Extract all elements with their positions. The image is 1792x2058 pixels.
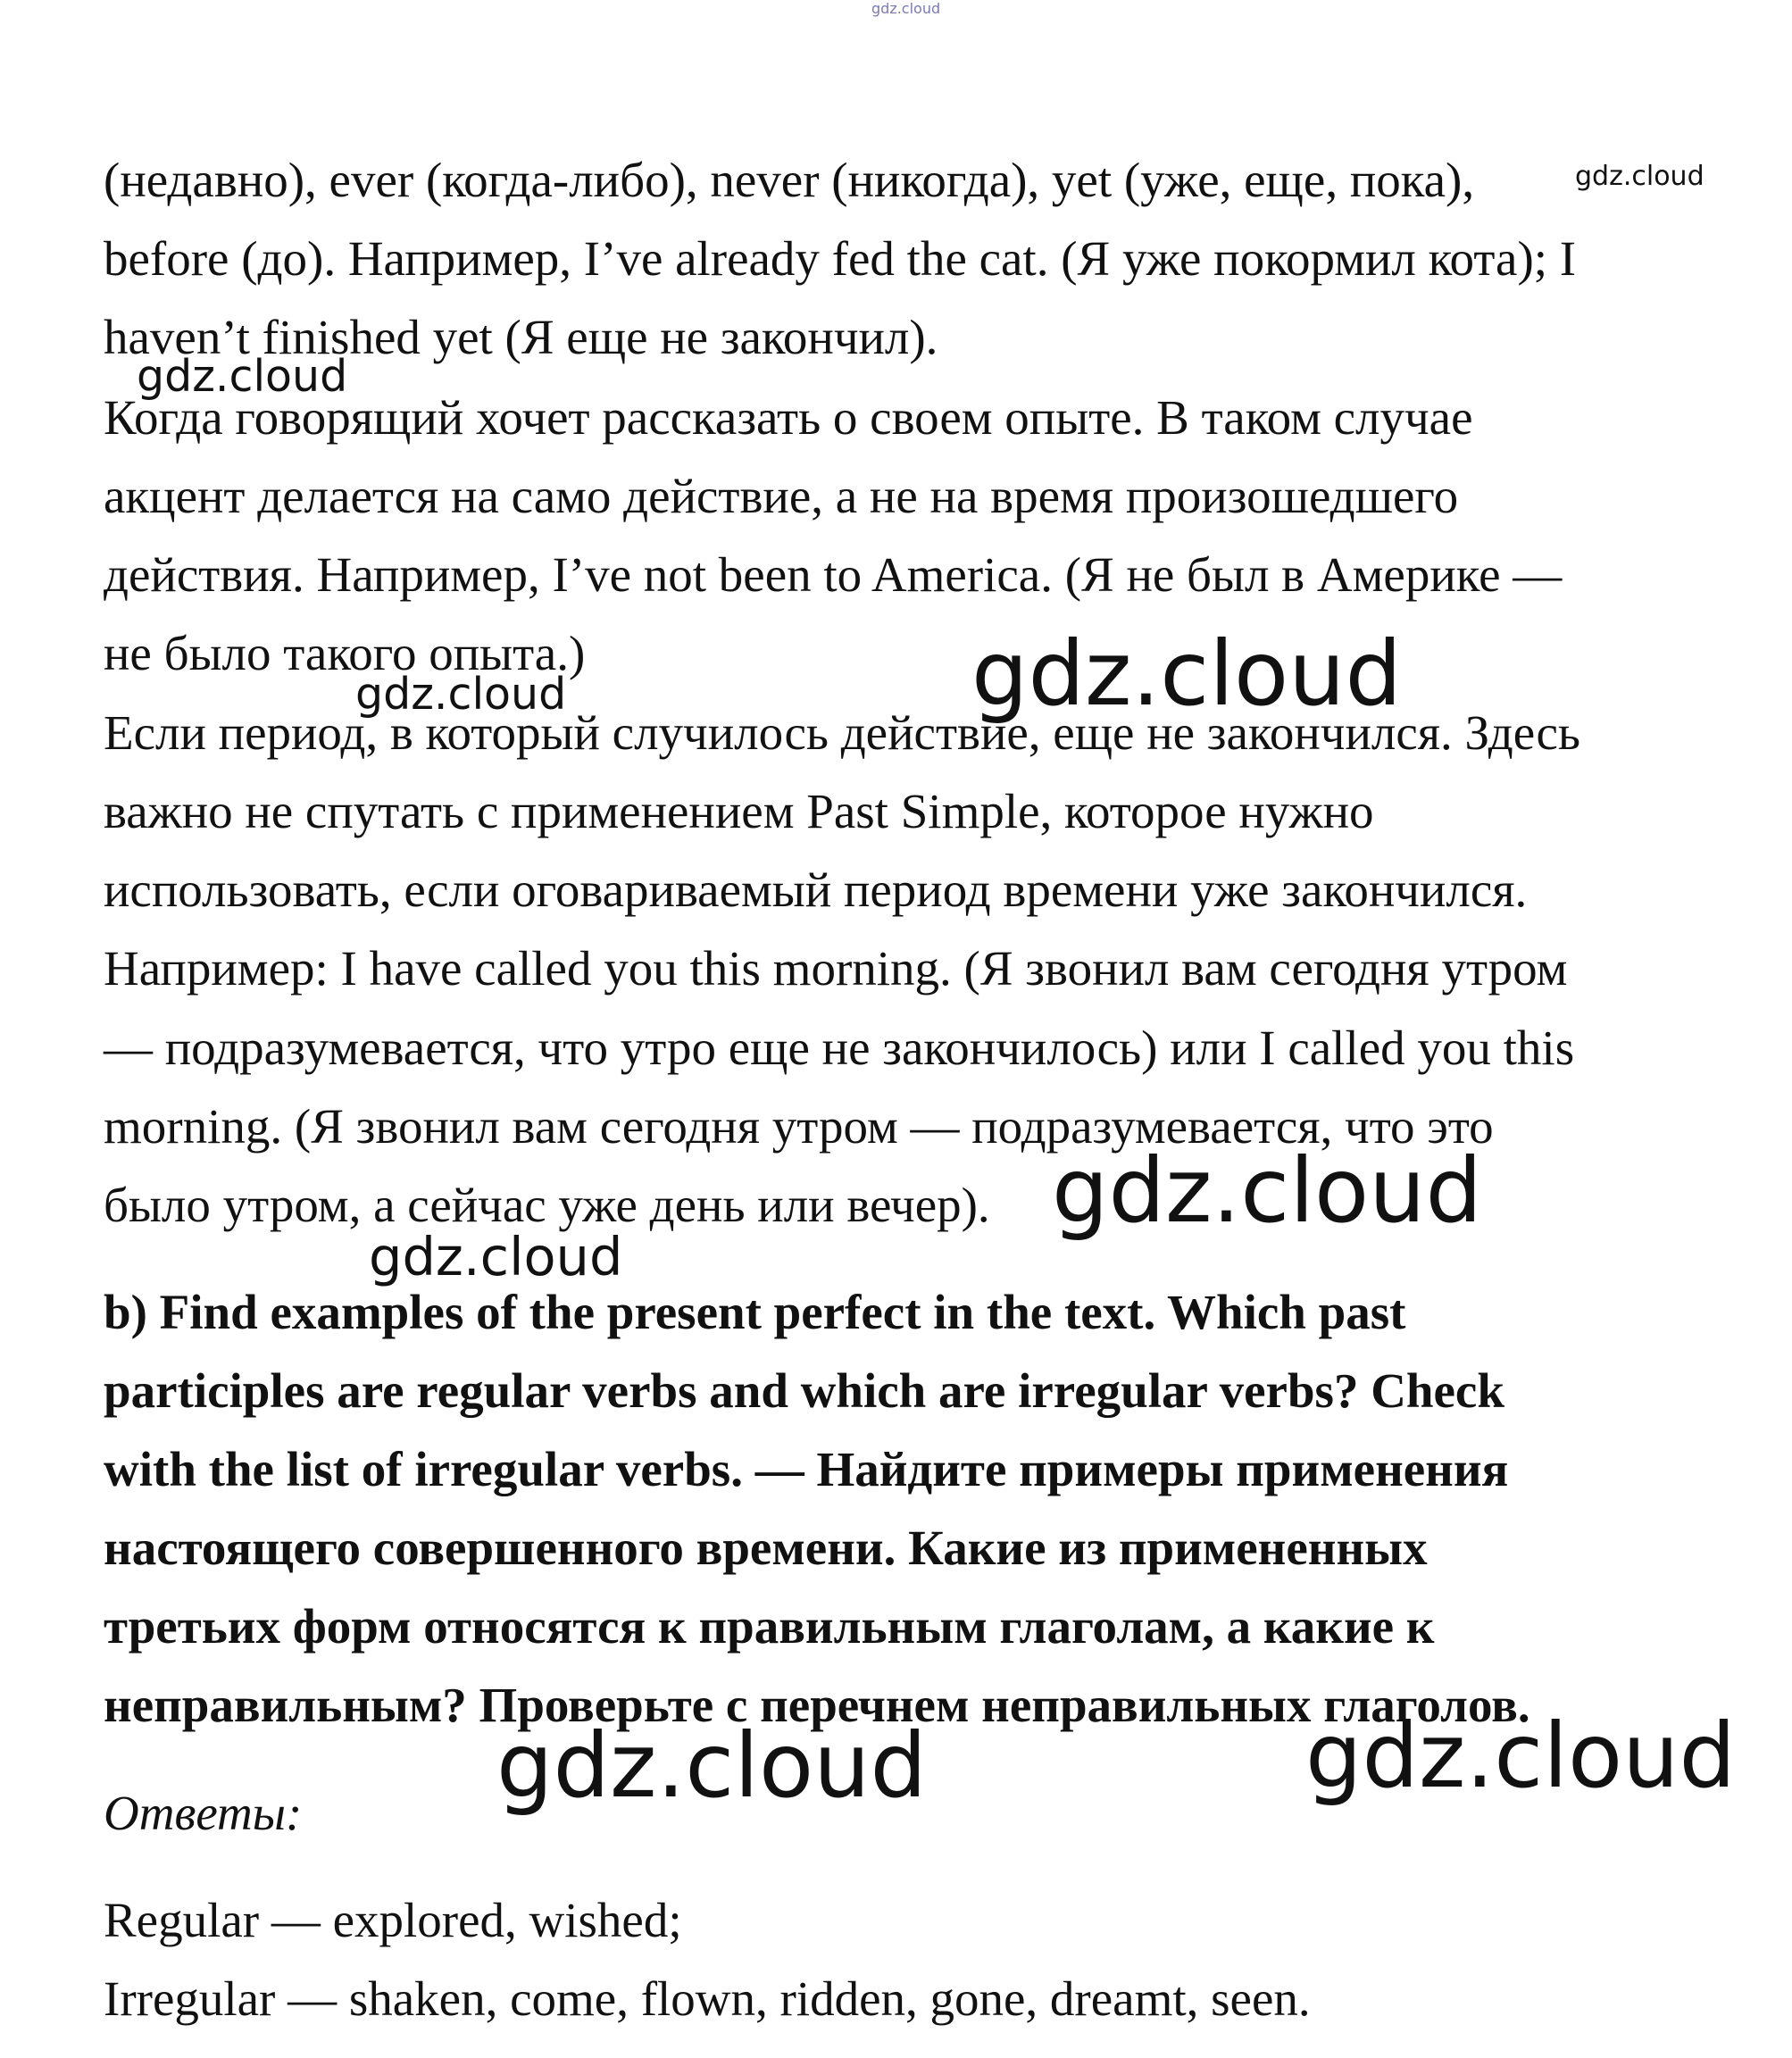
watermark-large-4: gdz.cloud: [1305, 1704, 1737, 1808]
watermark-medium-1: gdz.cloud: [137, 351, 348, 402]
paragraph-2-line-1: Когда говорящий хочет рассказать о своем опыте. В таком случае: [104, 390, 1473, 445]
task-b-line-1: b) Find examples of the present perfect in the text. Which past: [104, 1285, 1406, 1339]
watermark-medium-2: gdz.cloud: [355, 669, 567, 720]
answer-irregular: Irregular — shaken, come, flown, ridden, gone, dreamt, seen.: [104, 1971, 1311, 2026]
paragraph-1-line-3: haven’t finished yet (Я еще не закончил).: [104, 310, 938, 364]
task-b-line-6: неправильным? Проверьте с перечнем неправильных глаголов.: [104, 1678, 1530, 1732]
paragraph-3-line-6: morning. (Я звонил вам сегодня утром — подразумевается, что это: [104, 1099, 1494, 1154]
answer-regular: Regular — explored, wished;: [104, 1893, 682, 1947]
paragraph-1-line-2: before (до). Например, I’ve already fed the cat. (Я уже покормил кота); I: [104, 231, 1577, 286]
paragraph-2-line-2: акцент делается на само действие, а не на время произошедшего: [104, 469, 1459, 523]
task-b-line-3: with the list of irregular verbs. — Найдите примеры применения: [104, 1442, 1509, 1496]
task-b-line-5: третьих форм относятся к правильным глаголам, а какие к: [104, 1599, 1435, 1654]
paragraph-2-line-3: действия. Например, I’ve not been to America. (Я не был в Америке —: [104, 547, 1563, 602]
paragraph-1-line-1: (недавно), ever (когда-либо), never (никогда), yet (уже, еще, пока),: [104, 153, 1475, 207]
task-b-line-2: participles are regular verbs and which are irregular verbs? Check: [104, 1363, 1504, 1418]
paragraph-3-line-4: Например: I have called you this morning. (Я звонил вам сегодня утром: [104, 941, 1568, 996]
paragraph-3-line-7: было утром, а сейчас уже день или вечер).: [104, 1178, 990, 1232]
watermark-large-1: gdz.cloud: [971, 621, 1403, 726]
watermark-top: gdz.cloud: [871, 0, 941, 17]
task-b-line-4: настоящего совершенного времени. Какие из примененных: [104, 1521, 1428, 1575]
paragraph-3-line-2: важно не спутать с применением Past Simple, которое нужно: [104, 784, 1374, 838]
paragraph-3-line-1: Если период, в который случилось действие, еще не закончился. Здесь: [104, 705, 1581, 760]
answers-label: Ответы:: [104, 1786, 303, 1840]
paragraph-3-line-3: использовать, если оговариваемый период времени уже закончился.: [104, 862, 1528, 917]
watermark-large-2: gdz.cloud: [1052, 1138, 1483, 1243]
paragraph-3-line-5: — подразумевается, что утро еще не закончилось) или I called you this: [104, 1021, 1575, 1075]
paragraph-2-line-4: не было такого опыта.): [104, 626, 586, 680]
watermark-small: gdz.cloud: [1575, 161, 1704, 192]
watermark-large-3: gdz.cloud: [496, 1713, 928, 1818]
watermark-medium-3: gdz.cloud: [369, 1226, 623, 1287]
